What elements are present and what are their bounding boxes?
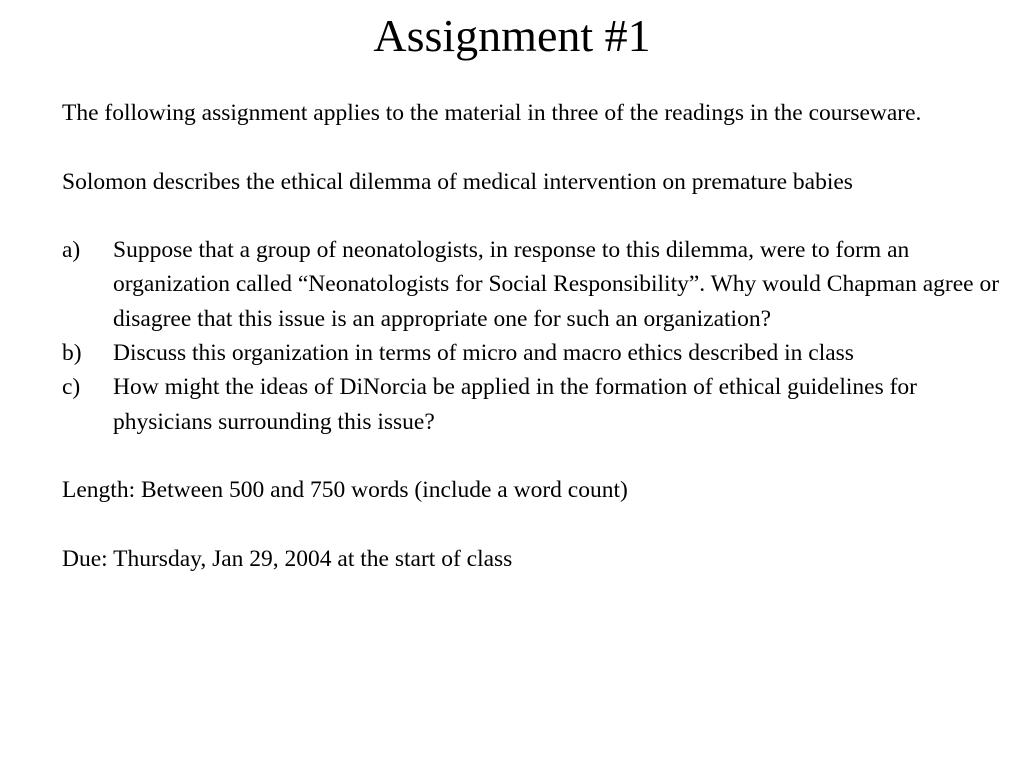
question-text: Discuss this organization in terms of micro and macro ethics described in class (113, 340, 854, 367)
list-marker: c) (62, 374, 81, 401)
length-requirement: Length: Between 500 and 750 words (include a word count) (62, 477, 628, 504)
question-list (62, 233, 1002, 439)
question-text: Suppose that a group of neonatologists, in response to this dilemma, were to form an organization called “Neonatologists for Social Responsibility”. Why would Chapman agree or disagree that this issue is an appropriate one for such an organization? (113, 237, 1000, 332)
slide-title: Assignment #1 (373, 10, 651, 61)
list-marker: b) (62, 340, 82, 367)
list-marker: a) (62, 237, 81, 264)
intro-paragraph: The following assignment applies to the material in three of the readings in the courseware. (62, 100, 922, 126)
spacer (62, 508, 1002, 542)
due-date: Due: Thursday, Jan 29, 2004 at the start of class (62, 545, 513, 572)
question-item-b (62, 336, 1002, 370)
question-item-a (62, 233, 1002, 336)
spacer (62, 199, 1002, 233)
spacer (62, 439, 1002, 473)
context-paragraph: Solomon describes the ethical dilemma of medical intervention on premature babies (62, 168, 853, 195)
slide-body (62, 96, 1002, 576)
question-item-c (62, 370, 1002, 439)
spacer (62, 130, 1002, 164)
question-text: How might the ideas of DiNorcia be applied in the formation of ethical guidelines for physicians surrounding this issue? (113, 374, 917, 435)
